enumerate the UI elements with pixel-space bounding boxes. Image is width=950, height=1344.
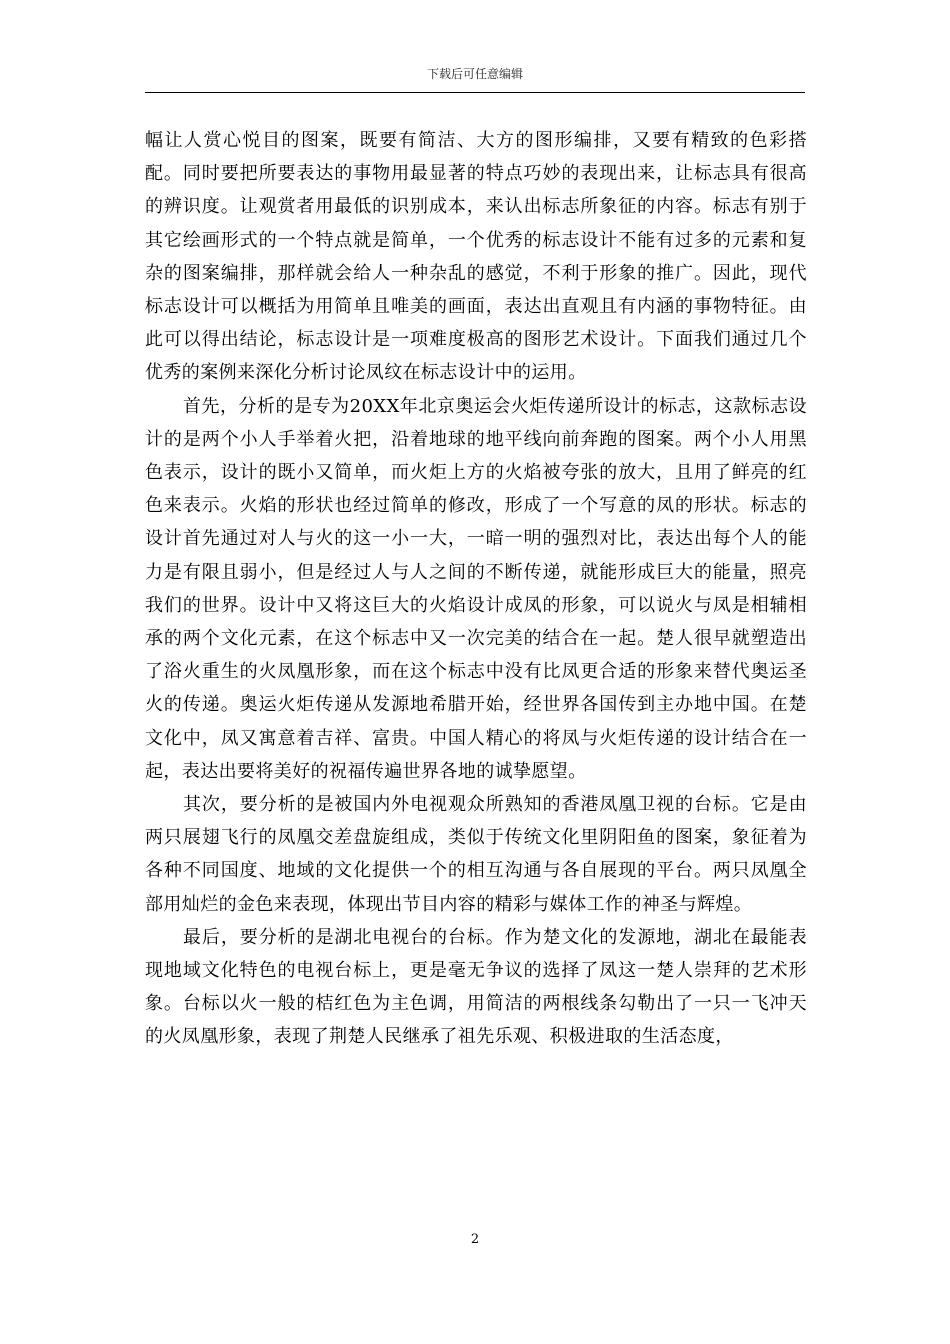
- document-body: [145, 124, 807, 1054]
- paragraph-2: 首先，分析的是专为20XX年北京奥运会火炬传递所设计的标志，这款标志设计的是两个小人手举着火把，沿着地球的地平线向前奔跑的图案。两个小人用黑色表示，设计的既小又简单，而火炬上方的火焰被夸张的放大，且用了鲜亮的红色来表示。火焰的形状也经过简单的修改，形成了一个写意的凤的形状。标志的设计首先通过对人与火的这一小一大，一暗一明的强烈对比，表达出每个人的能力是有限且弱小，但是经过人与人之间的不断传递，就能形成巨大的能量，照亮我们的世界。设计中又将这巨大的火焰设计成凤的形象，可以说火与凤是相辅相承的两个文化元素，在这个标志中又一次完美的结合在一起。楚人很早就塑造出了浴火重生的火凤凰形象，而在这个标志中没有比凤更合适的形象来替代奥运圣火的传递。奥运火炬传递从发源地希腊开始，经世界各国传到主办地中国。在楚文化中，凤又寓意着吉祥、富贵。中国人精心的将凤与火炬传递的设计结合在一起，表达出要将美好的祝福传遍世界各地的诚挚愿望。: [145, 395, 807, 782]
- paragraph-4: 最后，要分析的是湖北电视台的台标。作为楚文化的发源地，湖北在最能表现地域文化特色的电视台标上，更是毫无争议的选择了凤这一楚人崇拜的艺术形象。台标以火一般的桔红色为主色调，用简洁的两根线条勾勒出了一只一飞冲天的火凤凰形象，表现了荆楚人民继承了祖先乐观、积极进取的生活态度，: [145, 926, 807, 1048]
- page-number: 2: [470, 1232, 480, 1247]
- paragraph-3: 其次，要分析的是被国内外电视观众所熟知的香港凤凰卫视的台标。它是由两只展翅飞行的凤凰交差盘旋组成，类似于传统文化里阴阳鱼的图案，象征着为各种不同国度、地域的文化提供一个的相互沟通与各自展现的平台。两只凤凰全部用灿烂的金色来表现，体现出节目内容的精彩与媒体工作的神圣与辉煌。: [145, 794, 807, 915]
- paragraph-1: 幅让人赏心悦目的图案，既要有简洁、大方的图形编排，又要有精致的色彩搭配。同时要把所要表达的事物用最显著的特点巧妙的表现出来，让标志具有很高的辨识度。让观赏者用最低的识别成本，来认出标志所象征的内容。标志有别于其它绘画形式的一个特点就是简单，一个优秀的标志设计不能有过多的元素和复杂的图案编排，那样就会给人一种杂乱的感觉，不利于形象的推广。因此，现代标志设计可以概括为用简单且唯美的画面，表达出直观且有内涵的事物特征。由此可以得出结论，标志设计是一项难度极高的图形艺术设计。下面我们通过几个优秀的案例来深化分析讨论凤纹在标志设计中的运用。: [145, 130, 807, 384]
- page-header: 下载后可任意编辑: [426, 67, 523, 81]
- header-rule: [145, 92, 805, 93]
